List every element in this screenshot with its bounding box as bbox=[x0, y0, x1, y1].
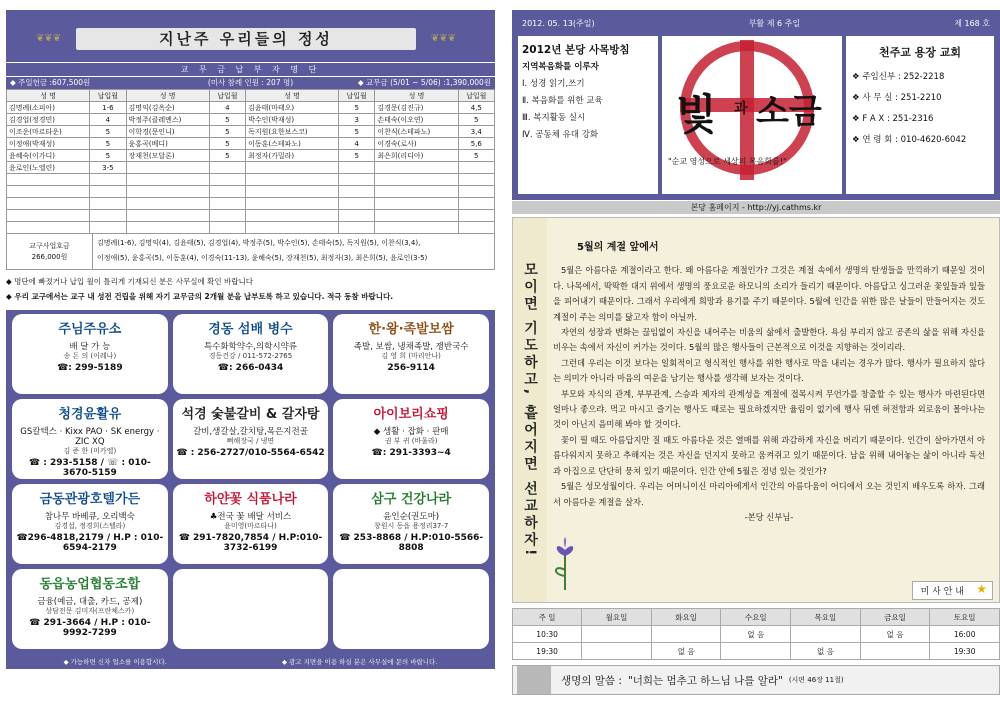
table-cell: 윤홍곡(베디) bbox=[126, 138, 209, 150]
column-header: 납입월 bbox=[90, 90, 126, 102]
table-cell bbox=[375, 210, 458, 222]
policy-subtitle: 지역복음화를 이루자 bbox=[522, 62, 599, 72]
table-cell: 이정애(박재성) bbox=[7, 138, 90, 150]
advertisement bbox=[12, 569, 168, 649]
table-cell: 박수인(박재성) bbox=[246, 114, 339, 126]
ad-phone: ☎: 291-3393~4 bbox=[371, 448, 451, 458]
table-cell: 5 bbox=[209, 150, 245, 162]
table-cell: 손태숙(이오연) bbox=[375, 114, 458, 126]
policy-title: 2012년 본당 사목방침 bbox=[522, 44, 630, 56]
ad-line: 김 영 희 (마리안나) bbox=[381, 352, 441, 360]
table-row bbox=[7, 114, 495, 126]
table-cell bbox=[246, 198, 339, 210]
table-cell bbox=[126, 162, 209, 174]
fund-label-text: 교구사업호금 bbox=[29, 241, 70, 250]
table-cell: 3,4 bbox=[458, 126, 494, 138]
column-header: 납입월 bbox=[458, 90, 494, 102]
table-cell: 5 bbox=[90, 126, 126, 138]
ad-line: 금융(예금, 대출, 카드, 공제) bbox=[37, 597, 143, 607]
table-cell bbox=[338, 186, 374, 198]
ad-title: 한·왕·족발보쌈 bbox=[368, 322, 454, 337]
table-cell: 이경숙(로사) bbox=[375, 138, 458, 150]
table-row bbox=[7, 174, 495, 186]
mass-cell: 없 음 bbox=[651, 643, 721, 660]
iris-flower-icon bbox=[547, 530, 583, 590]
table-cell bbox=[375, 186, 458, 198]
letter-paragraphs bbox=[553, 263, 985, 525]
table-cell bbox=[458, 174, 494, 186]
table-cell bbox=[90, 174, 126, 186]
slogan-text: 모이면 기도하고, 흩어지면 선교하자! bbox=[522, 261, 538, 559]
fund-amount: 266,000원 bbox=[31, 252, 68, 261]
advertisement-empty bbox=[333, 569, 489, 649]
letter-title: 5월의 계절 앞에서 bbox=[577, 242, 659, 253]
ad-title: 석경 숯불갈비 & 갈자탕 bbox=[181, 407, 320, 422]
table-cell: 1-6 bbox=[90, 102, 126, 114]
table-cell: 5 bbox=[338, 150, 374, 162]
left-header bbox=[6, 10, 495, 62]
table-cell: 윤로인(노엘린) bbox=[7, 162, 90, 174]
table-cell bbox=[246, 174, 339, 186]
mass-attendance: (미사 참례 인원 : 207 명) bbox=[207, 78, 294, 87]
mass-schedule-table bbox=[512, 608, 1000, 660]
table-row bbox=[7, 162, 495, 174]
table-cell: 4 bbox=[338, 138, 374, 150]
ad-phone: ☎ 291-3664 / H.P : 010-9992-7299 bbox=[29, 618, 151, 638]
column-header: 성 명 bbox=[246, 90, 339, 102]
notes bbox=[6, 274, 495, 304]
bulletin-meta bbox=[522, 16, 990, 30]
table-cell: 5 bbox=[209, 114, 245, 126]
ad-title: 삼구 건강나라 bbox=[371, 492, 452, 507]
table-cell bbox=[90, 198, 126, 210]
advertisement bbox=[12, 314, 168, 394]
mass-row bbox=[513, 626, 1000, 643]
word-quote: "너희는 멈추고 하느님 나를 알라" bbox=[627, 674, 783, 687]
word-label: 생명의 말씀 : bbox=[561, 674, 622, 687]
table-cell bbox=[209, 174, 245, 186]
advertisement-empty bbox=[173, 569, 329, 649]
letter-paragraph: -본당 신부님- bbox=[744, 511, 794, 522]
diocese-fund bbox=[6, 234, 495, 270]
table-cell: 3 bbox=[338, 114, 374, 126]
logo-salt-text: 소금 bbox=[756, 92, 822, 132]
mass-cell: 16:00 bbox=[930, 626, 1000, 643]
donor-list-subtitle: 교 무 금 납 부 자 명 단 bbox=[6, 62, 495, 76]
table-cell bbox=[126, 210, 209, 222]
table-cell bbox=[246, 162, 339, 174]
ad-title: 동읍농업협동조합 bbox=[39, 577, 141, 592]
table-row bbox=[7, 222, 495, 234]
ad-line: 뼈해장국 / 냉면 bbox=[226, 437, 275, 445]
note-text: ◆ 우리 교구에서는 교구 내 성전 건립을 위해 자기 교무금의 2개월 분을 납부토록 하고 있습니다. 적극 동참 바랍니다. bbox=[6, 292, 394, 301]
table-cell: 김명익(김옥순) bbox=[126, 102, 209, 114]
advertisement bbox=[173, 399, 329, 479]
table-cell bbox=[90, 210, 126, 222]
table-cell bbox=[7, 174, 90, 186]
ad-line: 김경섭, 정경희(스텔라) bbox=[54, 522, 126, 530]
advertisement bbox=[12, 399, 168, 479]
table-cell bbox=[7, 186, 90, 198]
table-row bbox=[7, 210, 495, 222]
ad-line: 송 돈 의 (이레나) bbox=[63, 352, 117, 360]
table-cell: 김명례(소피아) bbox=[7, 102, 90, 114]
ad-line: ♣전국 꽃 배달 서비스 bbox=[209, 512, 292, 522]
table-cell bbox=[209, 210, 245, 222]
vertical-slogan bbox=[513, 218, 547, 602]
ad-phone: 256-9114 bbox=[387, 363, 435, 373]
mass-day-header: 수요일 bbox=[721, 609, 791, 626]
letter-paragraph: 부모와 자식의 관계, 부부관계, 스승과 제자의 관계성을 계절에 접목시켜 무언가를 창출할 수 있는 행사가 마련된다면 얼마나 좋으랴. 먹고 마시고 즐기는 행사도 때로는 필요하겠지만 율림이 없기에 행사 뒤엔 허전함과 외로움이 몰아나는 것이 아닌지 음미해 봐야 할 것이다. bbox=[553, 388, 985, 430]
ad-title: 경동 섬배 병수 bbox=[208, 322, 293, 337]
table-cell bbox=[338, 174, 374, 186]
policy-item: Ⅰ. 성경 읽기,쓰기 bbox=[522, 79, 585, 89]
table-cell bbox=[209, 186, 245, 198]
table-cell: 김경업(정경민) bbox=[7, 114, 90, 126]
liturgical-sunday: 부활 제 6 주일 bbox=[748, 18, 801, 28]
mass-cell: 없 음 bbox=[860, 626, 930, 643]
table-cell bbox=[126, 198, 209, 210]
column-header: 성 명 bbox=[375, 90, 458, 102]
table-cell: 이동훈(스테파노) bbox=[246, 138, 339, 150]
footer-text: ◆ 광고 지면을 이용 하실 분은 사무실에 문의 바랍니다. bbox=[281, 657, 438, 666]
diocese-fund-label bbox=[7, 234, 93, 269]
ad-line: 갈비,생갈살,갈치탕,목은지전골 bbox=[193, 427, 308, 437]
donation-title bbox=[36, 28, 456, 50]
table-row bbox=[7, 150, 495, 162]
advertisement-grid bbox=[6, 310, 495, 653]
ad-line: GS칼텍스 · Kixx PAO · SK energy · ZIC XQ bbox=[20, 427, 160, 447]
table-cell bbox=[7, 222, 90, 234]
table-row bbox=[7, 102, 495, 114]
table-cell: 김윤태(마태오) bbox=[246, 102, 339, 114]
ad-phone: ☎296-4818,2179 / H.P : 010-6594-2179 bbox=[16, 533, 164, 553]
table-cell bbox=[90, 222, 126, 234]
mass-day-header: 주 일 bbox=[513, 609, 582, 626]
mass-cell: 없 음 bbox=[791, 643, 861, 660]
ad-title: 금동관광호텔가든 bbox=[39, 492, 141, 507]
table-cell bbox=[246, 186, 339, 198]
church-info bbox=[846, 36, 994, 194]
table-cell: 5 bbox=[90, 138, 126, 150]
ad-line: 창원시 동읍 용정리37-7 bbox=[373, 522, 449, 530]
ad-line: 배 달 가 능 bbox=[69, 342, 111, 352]
advertisement bbox=[333, 314, 489, 394]
table-cell: 4 bbox=[90, 114, 126, 126]
church-contact: ❖ 주임신부 : 252-2218 bbox=[852, 72, 945, 82]
mass-cell bbox=[582, 626, 652, 643]
letter-body bbox=[553, 240, 985, 525]
table-cell: 3-5 bbox=[90, 162, 126, 174]
church-contacts bbox=[852, 67, 988, 151]
table-cell: 최정자(가밀라) bbox=[246, 150, 339, 162]
ornament-icon: ❦❦❦ bbox=[430, 33, 456, 44]
note-text: ◆ 명단에 빠졌거나 납입 월이 틀리게 기재되신 분은 사무실에 확인 바랍니다 bbox=[6, 277, 253, 286]
ad-line: 상담전문 김미자(프란체스카) bbox=[45, 607, 135, 615]
table-row bbox=[7, 198, 495, 210]
table-cell: 5,6 bbox=[458, 138, 494, 150]
table-cell: 5 bbox=[338, 126, 374, 138]
mass-cell bbox=[860, 643, 930, 660]
table-cell: 이학경(문인니) bbox=[126, 126, 209, 138]
bulletin-logo bbox=[662, 36, 842, 194]
table-cell bbox=[458, 198, 494, 210]
ad-line: 김 준 한 (미카엘) bbox=[63, 447, 117, 455]
logo-and-text: 과 bbox=[734, 101, 748, 117]
policy-list bbox=[522, 76, 654, 144]
advertisement bbox=[173, 484, 329, 564]
table-cell bbox=[246, 222, 339, 234]
diocese-fund-names bbox=[93, 234, 494, 269]
table-cell: 장재천(모달론) bbox=[126, 150, 209, 162]
table-row bbox=[7, 126, 495, 138]
table-cell: 5 bbox=[458, 114, 494, 126]
church-contact: ❖ 연 령 회 : 010-4620-6042 bbox=[852, 135, 967, 145]
table-cell bbox=[126, 186, 209, 198]
word-reference: (시편 46장 11절) bbox=[788, 676, 844, 684]
advertisement bbox=[333, 484, 489, 564]
word-of-life bbox=[512, 665, 1000, 695]
table-cell bbox=[338, 210, 374, 222]
table-cell: 5 bbox=[209, 126, 245, 138]
table-cell bbox=[209, 222, 245, 234]
ad-title: 아이보리쇼핑 bbox=[373, 407, 449, 422]
mass-cell: 19:30 bbox=[513, 643, 582, 660]
table-row bbox=[7, 186, 495, 198]
mass-cell bbox=[721, 643, 791, 660]
church-contact: ❖ 사 무 실 : 251-2210 bbox=[852, 93, 942, 103]
mass-day-header: 목요일 bbox=[791, 609, 861, 626]
mass-cell: 없 음 bbox=[721, 626, 791, 643]
logo-motto: "순교 영성으로 세상의 복음화를!" bbox=[668, 157, 787, 166]
ad-line: 권 부 귀 (바울라) bbox=[384, 437, 438, 445]
donor-table bbox=[6, 89, 495, 234]
bulletin-header bbox=[512, 10, 1000, 200]
mass-day-header: 금요일 bbox=[860, 609, 930, 626]
table-cell: 김경문(김진규) bbox=[375, 102, 458, 114]
column-header: 성 명 bbox=[7, 90, 90, 102]
table-cell bbox=[126, 222, 209, 234]
policy-item: Ⅱ. 복음화를 위한 교육 bbox=[522, 96, 603, 106]
mass-day-header: 월요일 bbox=[582, 609, 652, 626]
table-row bbox=[7, 138, 495, 150]
table-cell: 4 bbox=[209, 102, 245, 114]
policy-item: Ⅳ. 공동체 유대 강화 bbox=[522, 130, 599, 140]
table-cell bbox=[375, 162, 458, 174]
bulletin-date: 2012. 05. 13(주일) bbox=[522, 18, 595, 28]
ad-line: 경동건강 / 011-572-2765 bbox=[208, 352, 293, 360]
ad-line: 족발, 보쌈, 냉채족발, 쟁반국수 bbox=[353, 342, 469, 352]
advertisement bbox=[12, 484, 168, 564]
table-cell bbox=[375, 174, 458, 186]
left-footer bbox=[6, 653, 495, 669]
monthly-offering: ◆ 교무금 (5/01 ~ 5/06) :1,390,000원 bbox=[357, 78, 492, 87]
church-contact: ❖ F A X : 251-2316 bbox=[852, 114, 934, 124]
fund-names-line: 김명례(1-6), 김명익(4), 김윤태(5), 김경업(4), 박정주(5), 박수인(5), 손태숙(5), 독지원(5), 이찬식(3,4), bbox=[97, 239, 421, 247]
table-cell: 5 bbox=[338, 102, 374, 114]
table-cell bbox=[458, 210, 494, 222]
table-cell bbox=[338, 198, 374, 210]
table-cell bbox=[126, 174, 209, 186]
ad-phone: ☎ : 293-5158 / ☏ : 010-3670-5159 bbox=[28, 458, 151, 478]
fund-names-line: 이정애(5), 윤홍곡(5), 이동훈(4), 이경숙(11-13), 윤혜숙(5), 장재천(5), 최정자(3), 최은희(5), 윤로인(3-5) bbox=[97, 254, 428, 262]
table-cell bbox=[338, 222, 374, 234]
pastoral-policy bbox=[518, 36, 658, 194]
letter-paragraph: 5월은 성모성월이다. 우리는 어머니이신 마리아에게서 인간의 아름다움이 어디에서 오는 것인지 배우도록 하자. 그래서 아름다운 계절을 살자. bbox=[553, 481, 985, 507]
table-cell bbox=[338, 162, 374, 174]
left-page bbox=[6, 10, 495, 700]
table-cell: 5 bbox=[209, 138, 245, 150]
mass-label-text: 미 사 안 내 bbox=[920, 587, 964, 597]
table-cell: 5 bbox=[458, 150, 494, 162]
mass-day-header: 토요일 bbox=[930, 609, 1000, 626]
table-cell bbox=[7, 210, 90, 222]
letter-paragraph: 꽃이 필 때도 아름답지만 질 때도 아름다운 것은 열매를 위해 과감하게 자신을 버리기 때문이다. 인간이 살아가면서 아름다워지지 못하고 추해지는 것은 자신을 던지지 못하고 움켜쥐고 있기 때문이다. 남을 위해 내어놓는 삶이 아니라 독선과 아집으로 단단히 뭉쳐 있기 때문이다. 인간 안에 5월은 정녕 있는 것인가? bbox=[553, 434, 985, 476]
ad-phone: ☎ 253-8868 / H.P:010-5566-8808 bbox=[339, 533, 484, 553]
ad-line: 참나무 바베큐, 오리백숙 bbox=[44, 512, 135, 522]
ad-line: ◆ 생활 · 잡화 · 판매 bbox=[373, 427, 449, 437]
ad-phone: ☎ 291-7820,7854 / H.P:010-3732-6199 bbox=[178, 533, 323, 553]
mass-cell bbox=[791, 626, 861, 643]
mass-row bbox=[513, 643, 1000, 660]
table-cell bbox=[209, 198, 245, 210]
table-cell: 이찬식(스테파노) bbox=[375, 126, 458, 138]
advertisement bbox=[173, 314, 329, 394]
letter-paragraph: 5월은 아름다운 계절이라고 한다. 왜 아름다운 계절인가? 그것은 계절 속에서 생명의 탄생들을 만끽하기 때문일 것이다. 나목에서, 딱딱한 대지 위에서 생명의 풍요로운 하모니의 소리가 들리기 때문이다. 아름답고 싱그러운 꽃잎들과 잎들을 피어내기 때문이다. 그래서 우리에게 희망과 용기를 주기 때문이다. 5월에 인간을 위한 많은 날들이 만들어지는 것도 계절이 주는 의미를 닮고자 함이 아닐까. bbox=[553, 265, 985, 322]
table-cell: 독지원(요한보스코) bbox=[246, 126, 339, 138]
letter-paragraph: 자연의 성장과 변화는 끊임없이 자신을 내어주는 비움의 삶에서 출발한다. 욕심 부리지 않고 공존의 삶을 위해 자신을 비우는 속에서 자신이 커가는 것이다. 5월의 많은 행사들이 근본적으로 이것을 지향하는 것이리라. bbox=[553, 327, 985, 353]
table-cell: 윤혜숙(이가디) bbox=[7, 150, 90, 162]
table-cell bbox=[375, 198, 458, 210]
table-cell: 이조운(마르타운) bbox=[7, 126, 90, 138]
mass-cell: 19:30 bbox=[930, 643, 1000, 660]
column-header: 납입월 bbox=[209, 90, 245, 102]
column-header: 납입월 bbox=[338, 90, 374, 102]
table-cell: 박정주(클레멘스) bbox=[126, 114, 209, 126]
church-name: 천주교 용장 교회 bbox=[878, 46, 962, 59]
logo-light-text: 빛 bbox=[676, 90, 717, 139]
footer-text: ◆ 가능하면 신자 업소를 이용합시다. bbox=[63, 657, 167, 666]
ad-line: 윤인순(권도마) bbox=[383, 512, 440, 522]
right-page bbox=[512, 10, 1000, 700]
ad-title: 주님주유소 bbox=[58, 322, 122, 337]
ad-phone: ☎: 266-0434 bbox=[217, 363, 284, 373]
table-cell: 4,5 bbox=[458, 102, 494, 114]
advertisement bbox=[333, 399, 489, 479]
column-header: 성 명 bbox=[126, 90, 209, 102]
table-cell: 5 bbox=[90, 150, 126, 162]
policy-item: Ⅲ. 복지활동 실시 bbox=[522, 113, 586, 123]
ad-line: 윤미영(마르타나) bbox=[224, 522, 277, 530]
table-cell bbox=[209, 162, 245, 174]
table-cell bbox=[458, 222, 494, 234]
table-cell bbox=[246, 210, 339, 222]
donation-title-text: 지난주 우리들의 정성 bbox=[159, 30, 333, 48]
table-cell bbox=[375, 222, 458, 234]
issue-number: 제 168 호 bbox=[954, 18, 990, 28]
ad-phone: ☎: 299-5189 bbox=[57, 363, 123, 373]
ad-phone: ☎ : 256-2727/010-5564-6542 bbox=[176, 448, 325, 458]
mass-cell bbox=[651, 626, 721, 643]
homepage-url[interactable]: 본당 홈페이지 - http://yj.cathms.kr bbox=[512, 200, 1000, 214]
star-icon: ★ bbox=[976, 582, 987, 596]
ad-title: 청경윤활유 bbox=[58, 407, 122, 422]
letter-paragraph: 그런데 우리는 이것 보다는 일회적이고 형식적인 행사를 위한 행사로 막을 내리는 경우가 많다. 행사가 필요하지 않다는 의미가 아니라 마음의 여운을 남기는 행사를 생각해 보자는 것이다. bbox=[553, 357, 985, 384]
table-cell bbox=[458, 162, 494, 174]
table-cell: 최은희(리디아) bbox=[375, 150, 458, 162]
mass-day-header: 화요일 bbox=[651, 609, 721, 626]
table-cell bbox=[458, 186, 494, 198]
mass-schedule-label bbox=[912, 581, 993, 600]
saint-portrait-icon bbox=[517, 666, 551, 694]
ad-line: 특수화학약수,의학시약류 bbox=[203, 342, 297, 352]
offering-summary bbox=[6, 77, 495, 89]
weekly-offering: ◆ 주일헌금 :607,500원 bbox=[10, 78, 91, 87]
mass-cell bbox=[582, 643, 652, 660]
ornament-icon: ❦❦❦ bbox=[36, 33, 62, 44]
table-cell bbox=[7, 198, 90, 210]
pastor-letter bbox=[512, 217, 1000, 603]
mass-cell: 10:30 bbox=[513, 626, 582, 643]
ad-title: 하얀꽃 식품나라 bbox=[204, 492, 297, 507]
table-cell bbox=[90, 186, 126, 198]
